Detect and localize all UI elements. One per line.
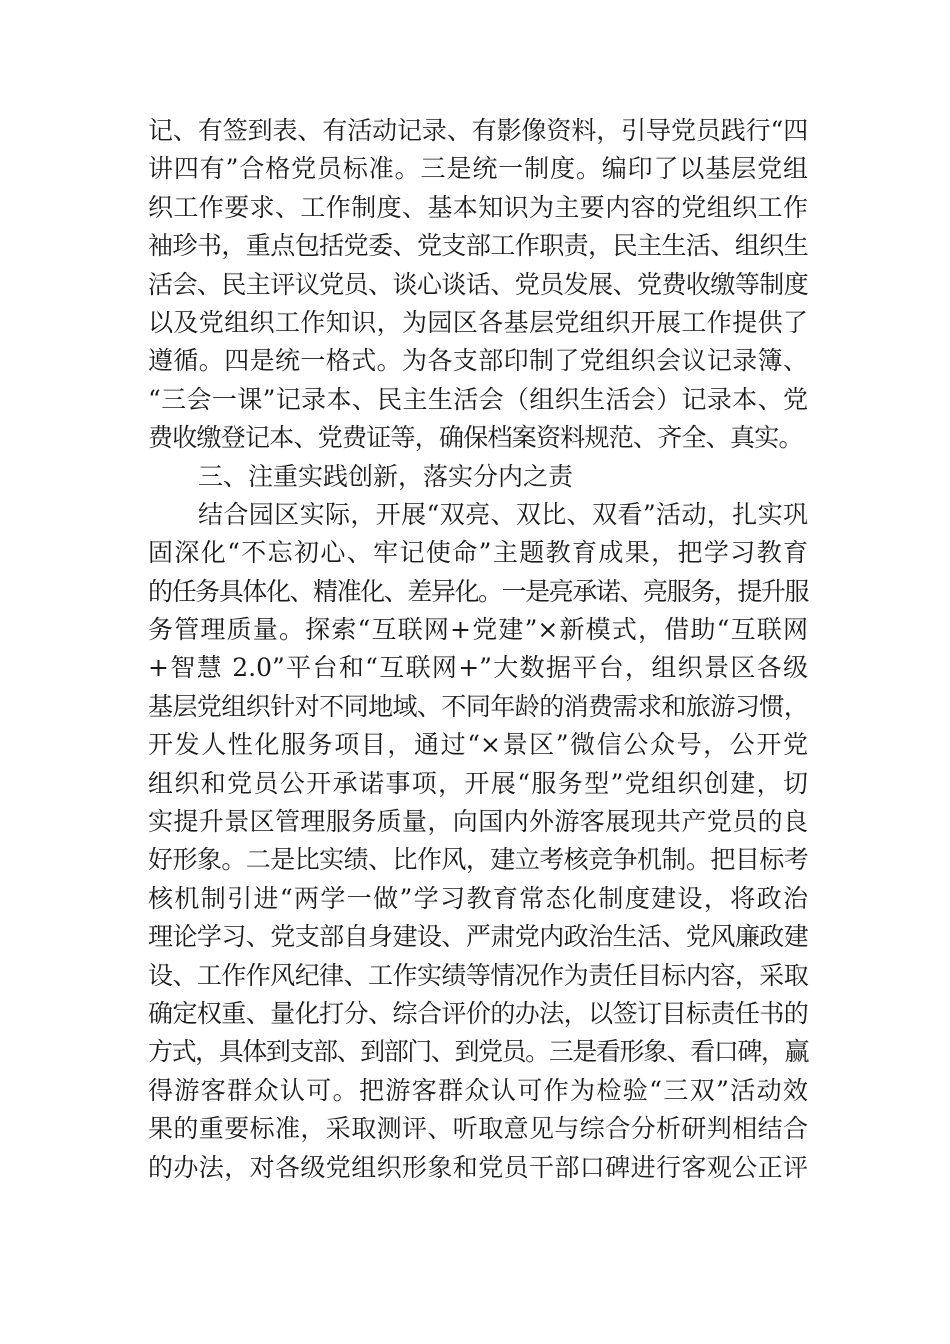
text-line: 得游客群众认可。把游客群众认可作为检验“三双”活动效: [148, 1075, 808, 1105]
text-line: 讲四有”合格党员标准。三是统一制度。编印了以基层党组: [148, 154, 808, 184]
text-line: 好形象。二是比实绩、比作风，建立考核竞争机制。把目标考: [148, 845, 808, 875]
text-line: 组织和党员公开承诺事项，开展“服务型”党组织创建，切: [148, 768, 808, 798]
text-line: 遵循。四是统一格式。为各支部印制了党组织会议记录簿、: [148, 346, 808, 376]
text-line: 果的重要标准，采取测评、听取意见与综合分析研判相结合: [148, 1114, 808, 1144]
text-line: 务管理质量。探索“互联网+党建”×新模式，借助“互联网: [148, 615, 808, 645]
text-line: +智慧 2.0”平台和“互联网+”大数据平台，组织景区各级: [148, 653, 808, 683]
text-line: 核机制引进“两学一做”学习教育常态化制度建设，将政治: [148, 883, 808, 913]
text-line: 理论学习、党支部自身建设、严肃党内政治生活、党风廉政建: [148, 922, 808, 952]
text-line: 方式，具体到支部、到部门、到党员。三是看形象、看口碑，赢: [148, 1037, 808, 1067]
text-line: 的任务具体化、精准化、差异化。一是亮承诺、亮服务，提升服: [148, 576, 808, 606]
text-line: 费收缴登记本、党费证等，确保档案资料规范、齐全、真实。: [148, 423, 803, 453]
text-line: 袖珍书，重点包括党委、党支部工作职责，民主生活、组织生: [148, 231, 808, 261]
text-line: 以及党组织工作知识，为园区各基层党组织开展工作提供了: [148, 307, 808, 337]
section-heading: 三、注重实践创新，落实分内之责: [198, 461, 574, 491]
text-line: 基层党组织针对不同地域、不同年龄的消费需求和旅游习惯，: [148, 691, 808, 721]
text-line: 确定权重、量化打分、综合评价的办法，以签订目标责任书的: [148, 998, 808, 1028]
text-line: 织工作要求、工作制度、基本知识为主要内容的党组织工作: [148, 192, 808, 222]
text-line: 实提升景区管理服务质量，向国内外游客展现共产党员的良: [148, 807, 808, 837]
document-body: [148, 112, 808, 1187]
text-line: 的办法，对各级党组织形象和党员干部口碑进行客观公正评: [148, 1152, 808, 1182]
text-line: 设、工作作风纪律、工作实绩等情况作为责任目标内容，采取: [148, 960, 808, 990]
text-line: 固深化“不忘初心、牢记使命”主题教育成果，把学习教育: [148, 538, 808, 568]
text-line: 开发人性化服务项目，通过“×景区”微信公众号，公开党: [148, 730, 808, 760]
text-line: “三会一课”记录本、民主生活会（组织生活会）记录本、党: [148, 384, 808, 414]
text-line: 结合园区实际，开展“双亮、双比、双看”活动，扎实巩: [198, 499, 808, 529]
text-line: 活会、民主评议党员、谈心谈话、党员发展、党费收缴等制度: [148, 269, 808, 299]
text-line: 记、有签到表、有活动记录、有影像资料，引导党员践行“四: [148, 116, 808, 145]
